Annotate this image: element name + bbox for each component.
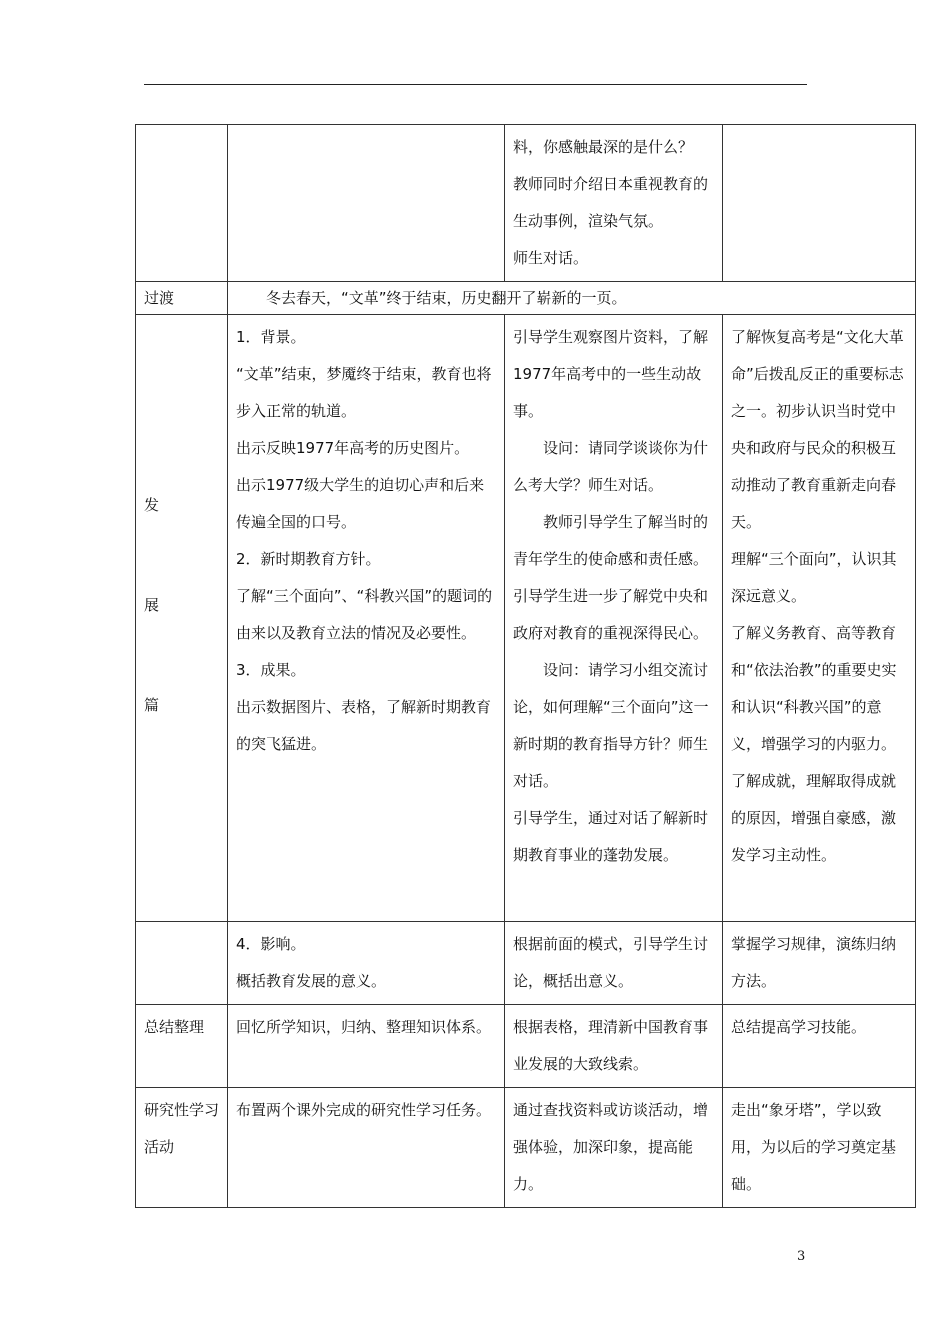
cell-text: 了解义务教育、高等教育和“依法治教”的重要史实和认识“科教兴国”的意义，增强学习的内驱力。 (731, 624, 897, 753)
transition-text: 冬去春天，“文革”终于结束，历史翻开了崭新的一页。 (266, 289, 627, 307)
lesson-plan-table (135, 124, 916, 1208)
content-cell (228, 1005, 505, 1088)
cell-text: 总结提高学习技能。 (731, 1018, 867, 1036)
cell-text: 出示反映1977年高考的历史图片。 (236, 439, 470, 457)
phase-cell (136, 922, 228, 1005)
goal-cell (723, 922, 916, 1005)
cell-text: 根据前面的模式，引导学生讨论，概括出意义。 (513, 935, 709, 990)
cell-text: 回忆所学知识，归纳、整理知识体系。 (236, 1018, 492, 1036)
cell-text: 了解“三个面向”、“科教兴国”的题词的由来以及教育立法的情况及必要性。 (236, 587, 493, 642)
cell-text: 走出“象牙塔”，学以致用，为以后的学习奠定基础。 (731, 1101, 897, 1193)
cell-text: 料，你感触最深的是什么？ (513, 138, 694, 156)
cell-text: “文革”结束，梦魇终于结束，教育也将步入正常的轨道。 (236, 365, 492, 420)
cell-text: 1．背景。 (236, 328, 306, 346)
header-rule (144, 84, 807, 85)
phase-label: 研究性学习活动 (144, 1101, 220, 1156)
cell-text: 出示数据图片、表格，了解新时期教育的突飞猛进。 (236, 698, 492, 753)
cell-text: 引导学生，通过对话了解新时期教育事业的蓬勃发展。 (513, 809, 709, 864)
content-cell (228, 315, 505, 922)
phase-char: 展 (144, 596, 160, 614)
phase-label: 过渡 (144, 289, 175, 307)
cell-text: 通过查找资料或访谈活动，增强体验，加深印象，提高能力。 (513, 1101, 709, 1193)
cell-text: 教师同时介绍日本重视教育的生动事例，渲染气氛。 (513, 175, 709, 230)
phase-cell (136, 1005, 228, 1088)
content-cell (228, 1088, 505, 1208)
cell-text: 概括教育发展的意义。 (236, 972, 387, 990)
cell-text: 引导学生观察图片资料，了解1977年高考中的一些生动故事。 (513, 328, 709, 420)
cell-text: 师生对话。 (513, 249, 589, 267)
method-cell (505, 1005, 723, 1088)
content-cell (228, 922, 505, 1005)
cell-text: 教师引导学生了解当时的青年学生的使命感和责任感。 (513, 513, 709, 568)
cell-text: 了解恢复高考是“文化大革命”后拨乱反正的重要标志之一。初步认识当时党中央和政府与民众的积极互动推动了教育重新走向春天。 (731, 328, 904, 531)
cell-text: 3．成果。 (236, 661, 306, 679)
cell-text: 根据表格，理清新中国教育事业发展的大致线索。 (513, 1018, 709, 1073)
cell-text: 了解成就，理解取得成就的原因，增强自豪感，激发学习主动性。 (731, 772, 897, 864)
cell-text: 4．影响。 (236, 935, 306, 953)
table-row-research (136, 1088, 916, 1208)
cell-text: 设问：请学习小组交流讨论，如何理解“三个面向”这一新时期的教育指导方针？师生对话。 (513, 661, 709, 790)
table-row-influence (136, 922, 916, 1005)
cell-text: 引导学生进一步了解党中央和政府对教育的重视深得民心。 (513, 587, 709, 642)
method-cell (505, 315, 723, 922)
table-row-transition (136, 282, 916, 315)
table-row-summary (136, 1005, 916, 1088)
cell-text: 布置两个课外完成的研究性学习任务。 (236, 1101, 492, 1119)
cell-text: 理解“三个面向”，认识其深远意义。 (731, 550, 897, 605)
table-row-continuation (136, 125, 916, 282)
method-cell (505, 125, 723, 282)
phase-label: 总结整理 (144, 1018, 205, 1036)
phase-cell (136, 315, 228, 922)
phase-char: 发 (144, 496, 160, 514)
transition-cell (228, 282, 916, 315)
cell-text: 出示1977级大学生的迫切心声和后来传遍全国的口号。 (236, 476, 485, 531)
cell-text: 设问：请同学谈谈你为什么考大学？师生对话。 (513, 439, 709, 494)
content-cell (228, 125, 505, 282)
phase-cell (136, 1088, 228, 1208)
goal-cell (723, 315, 916, 922)
method-cell (505, 922, 723, 1005)
phase-char: 篇 (144, 696, 160, 714)
table-row-development (136, 315, 916, 922)
cell-text: 2．新时期教育方针。 (236, 550, 381, 568)
method-cell (505, 1088, 723, 1208)
goal-cell (723, 1088, 916, 1208)
goal-cell (723, 1005, 916, 1088)
cell-text: 掌握学习规律，演练归纳方法。 (731, 935, 897, 990)
page-number: 3 (797, 1249, 806, 1264)
goal-cell (723, 125, 916, 282)
phase-cell (136, 282, 228, 315)
phase-cell (136, 125, 228, 282)
